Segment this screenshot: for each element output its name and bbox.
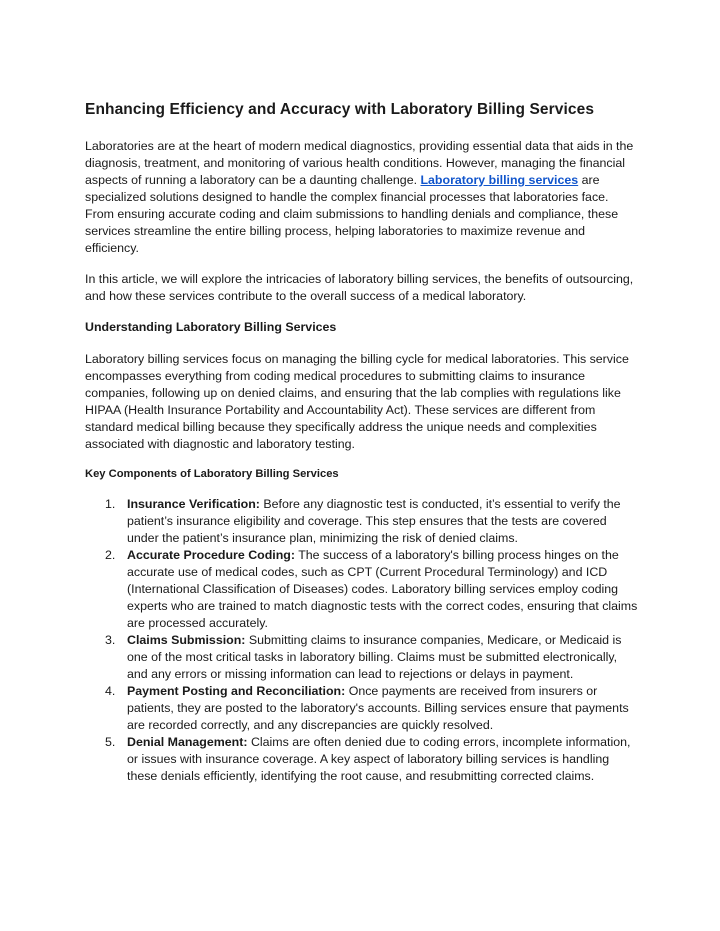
list-item-text: Once payments are received from insurers or patients, they are posted to the laboratory's accounts. Billing services ensure that payments are recorded correctly, and any discrepancies are quickly resolved.: [127, 684, 629, 732]
list-item-term: Insurance Verification:: [127, 497, 260, 511]
list-item: [85, 683, 640, 734]
list-item: [85, 547, 640, 632]
list-item-term: Accurate Procedure Coding:: [127, 548, 295, 562]
list-item-number: 2.: [105, 548, 116, 562]
list-item-number: 3.: [105, 633, 116, 647]
article-overview-paragraph: In this article, we will explore the intricacies of laboratory billing services, the benefits of outsourcing, and how these services contribute to the overall success of a medical laboratory.: [85, 272, 634, 303]
document-page: [85, 100, 640, 785]
subsection-heading: Key Components of Laboratory Billing Services: [85, 468, 339, 480]
list-item-text: Submitting claims to insurance companies, Medicare, or Medicaid is one of the most critical tasks in laboratory billing. Claims must be submitted electronically, and any errors or missing information can lead to rejections or delays in payment.: [127, 633, 622, 681]
list-item-number: 4.: [105, 684, 116, 698]
intro-text-after-link: are specialized solutions designed to handle the complex financial processes that laboratories face. From ensuring accurate coding and claim submissions to handling denials and compliance, these services streamline the entire billing process, helping laboratories to maximize revenue and efficiency.: [85, 173, 619, 255]
list-item-number: 1.: [105, 497, 116, 511]
document-title: Enhancing Efficiency and Accuracy with Laboratory Billing Services: [85, 101, 595, 118]
section-heading: Understanding Laboratory Billing Services: [85, 320, 337, 334]
list-item: [85, 496, 640, 547]
list-item-number: 5.: [105, 735, 116, 749]
list-item-term: Claims Submission:: [127, 633, 246, 647]
list-item-text: Before any diagnostic test is conducted, it’s essential to verify the patient’s insurance eligibility and coverage. This step ensures that the tests are covered under the patient’s insurance plan, minimizing the risk of denied claims.: [127, 497, 621, 545]
list-item-term: Denial Management:: [127, 735, 248, 749]
list-item-text: Claims are often denied due to coding errors, incomplete information, or issues with insurance coverage. A key aspect of laboratory billing services is handling these denials efficiently, identifying the root cause, and resubmitting corrected claims.: [127, 735, 631, 783]
section-body-paragraph: Laboratory billing services focus on managing the billing cycle for medical laboratories. This service encompasses everything from coding medical procedures to submitting claims to insurance companies, following up on denied claims, and ensuring that the lab complies with regulations like HIPAA (Health Insurance Portability and Accountability Act). These services are different from standard medical billing because they specifically address the unique needs and complexities associated with diagnostic and laboratory testing.: [85, 352, 629, 451]
list-item-term: Payment Posting and Reconciliation:: [127, 684, 346, 698]
components-list: [85, 496, 640, 785]
intro-text-before-link: Laboratories are at the heart of modern medical diagnostics, providing essential data that aids in the diagnosis, treatment, and monitoring of various health conditions. However, managing the financial aspects of running a laboratory can be a daunting challenge.: [85, 139, 634, 187]
intro-paragraph: [85, 138, 640, 257]
list-item: [85, 632, 640, 683]
list-item: [85, 734, 640, 785]
list-item-text: The success of a laboratory's billing process hinges on the accurate use of medical codes, such as CPT (Current Procedural Terminology) and ICD (International Classification of Diseases) codes. Laboratory billing services employ coding experts who are trained to match diagnostic tests with the correct codes, ensuring that claims are processed accurately.: [127, 548, 638, 630]
laboratory-billing-services-link[interactable]: Laboratory billing services: [420, 173, 579, 187]
